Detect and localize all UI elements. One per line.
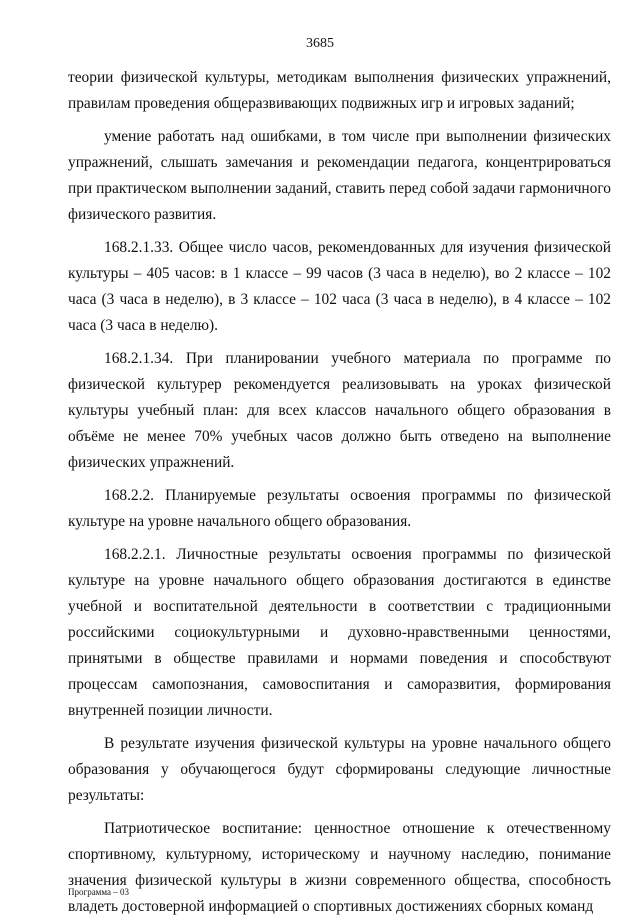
paragraph-skills: умение работать над ошибками, в том числе при выполнении физических упражнений, слышать замечания и рекомендации педагога, концентрироваться при практическом выполнении заданий, ставить перед собой задачи гармоничного физического развития. xyxy=(68,128,611,223)
paragraph-168-2-1-34: 168.2.1.34. При планировании учебного материала по программе по физической культурер рекомендуется реализовывать на уроках физической культуры учебный план: для всех классов начального общего образования в объёме не менее 70% учебных часов должно быть отведено на выполнение физических упражнений. xyxy=(68,350,611,471)
document-body xyxy=(68,65,611,920)
paragraph-168-2-1-33: 168.2.1.33. Общее число часов, рекомендованных для изучения физической культуры – 405 часов: в 1 классе – 99 часов (3 часа в неделю), во 2 классе – 102 часа (3 часа в неделю), в 3 классе – 102 часа (3 часа в неделю), в 4 классе – 102 часа (3 часа в неделю). xyxy=(68,239,611,334)
paragraph-patriotic-education: Патриотическое воспитание: ценностное отношение к отечественному спортивному, культурному, историческому и научному наследию, понимание значения физической культуры в жизни современного общества, способность владеть достоверной информацией о спортивных достижениях сборных команд xyxy=(68,820,611,915)
page-footer: Программа – 03 xyxy=(68,887,130,897)
paragraph-results-intro: В результате изучения физической культуры на уровне начального общего образования у обучающегося будут сформированы следующие личностные результаты: xyxy=(68,735,611,804)
paragraph-continuation: теории физической культуры, методикам выполнения физических упражнений, правилам проведения общеразвивающих подвижных игр и игровых заданий; xyxy=(68,69,611,112)
paragraph-168-2-2: 168.2.2. Планируемые результаты освоения программы по физической культуре на уровне начального общего образования. xyxy=(68,487,611,530)
page-number: 3685 xyxy=(306,36,334,51)
paragraph-168-2-2-1: 168.2.2.1. Личностные результаты освоения программы по физической культуре на уровне начального общего образования достигаются в единстве учебной и воспитательной деятельности в соответствии с традиционными российскими социокультурными и духовно-нравственными ценностями, принятыми в обществе правилами и нормами поведения и способствуют процессам самопознания, самовоспитания и саморазвития, формирования внутренней позиции личности. xyxy=(68,546,611,719)
